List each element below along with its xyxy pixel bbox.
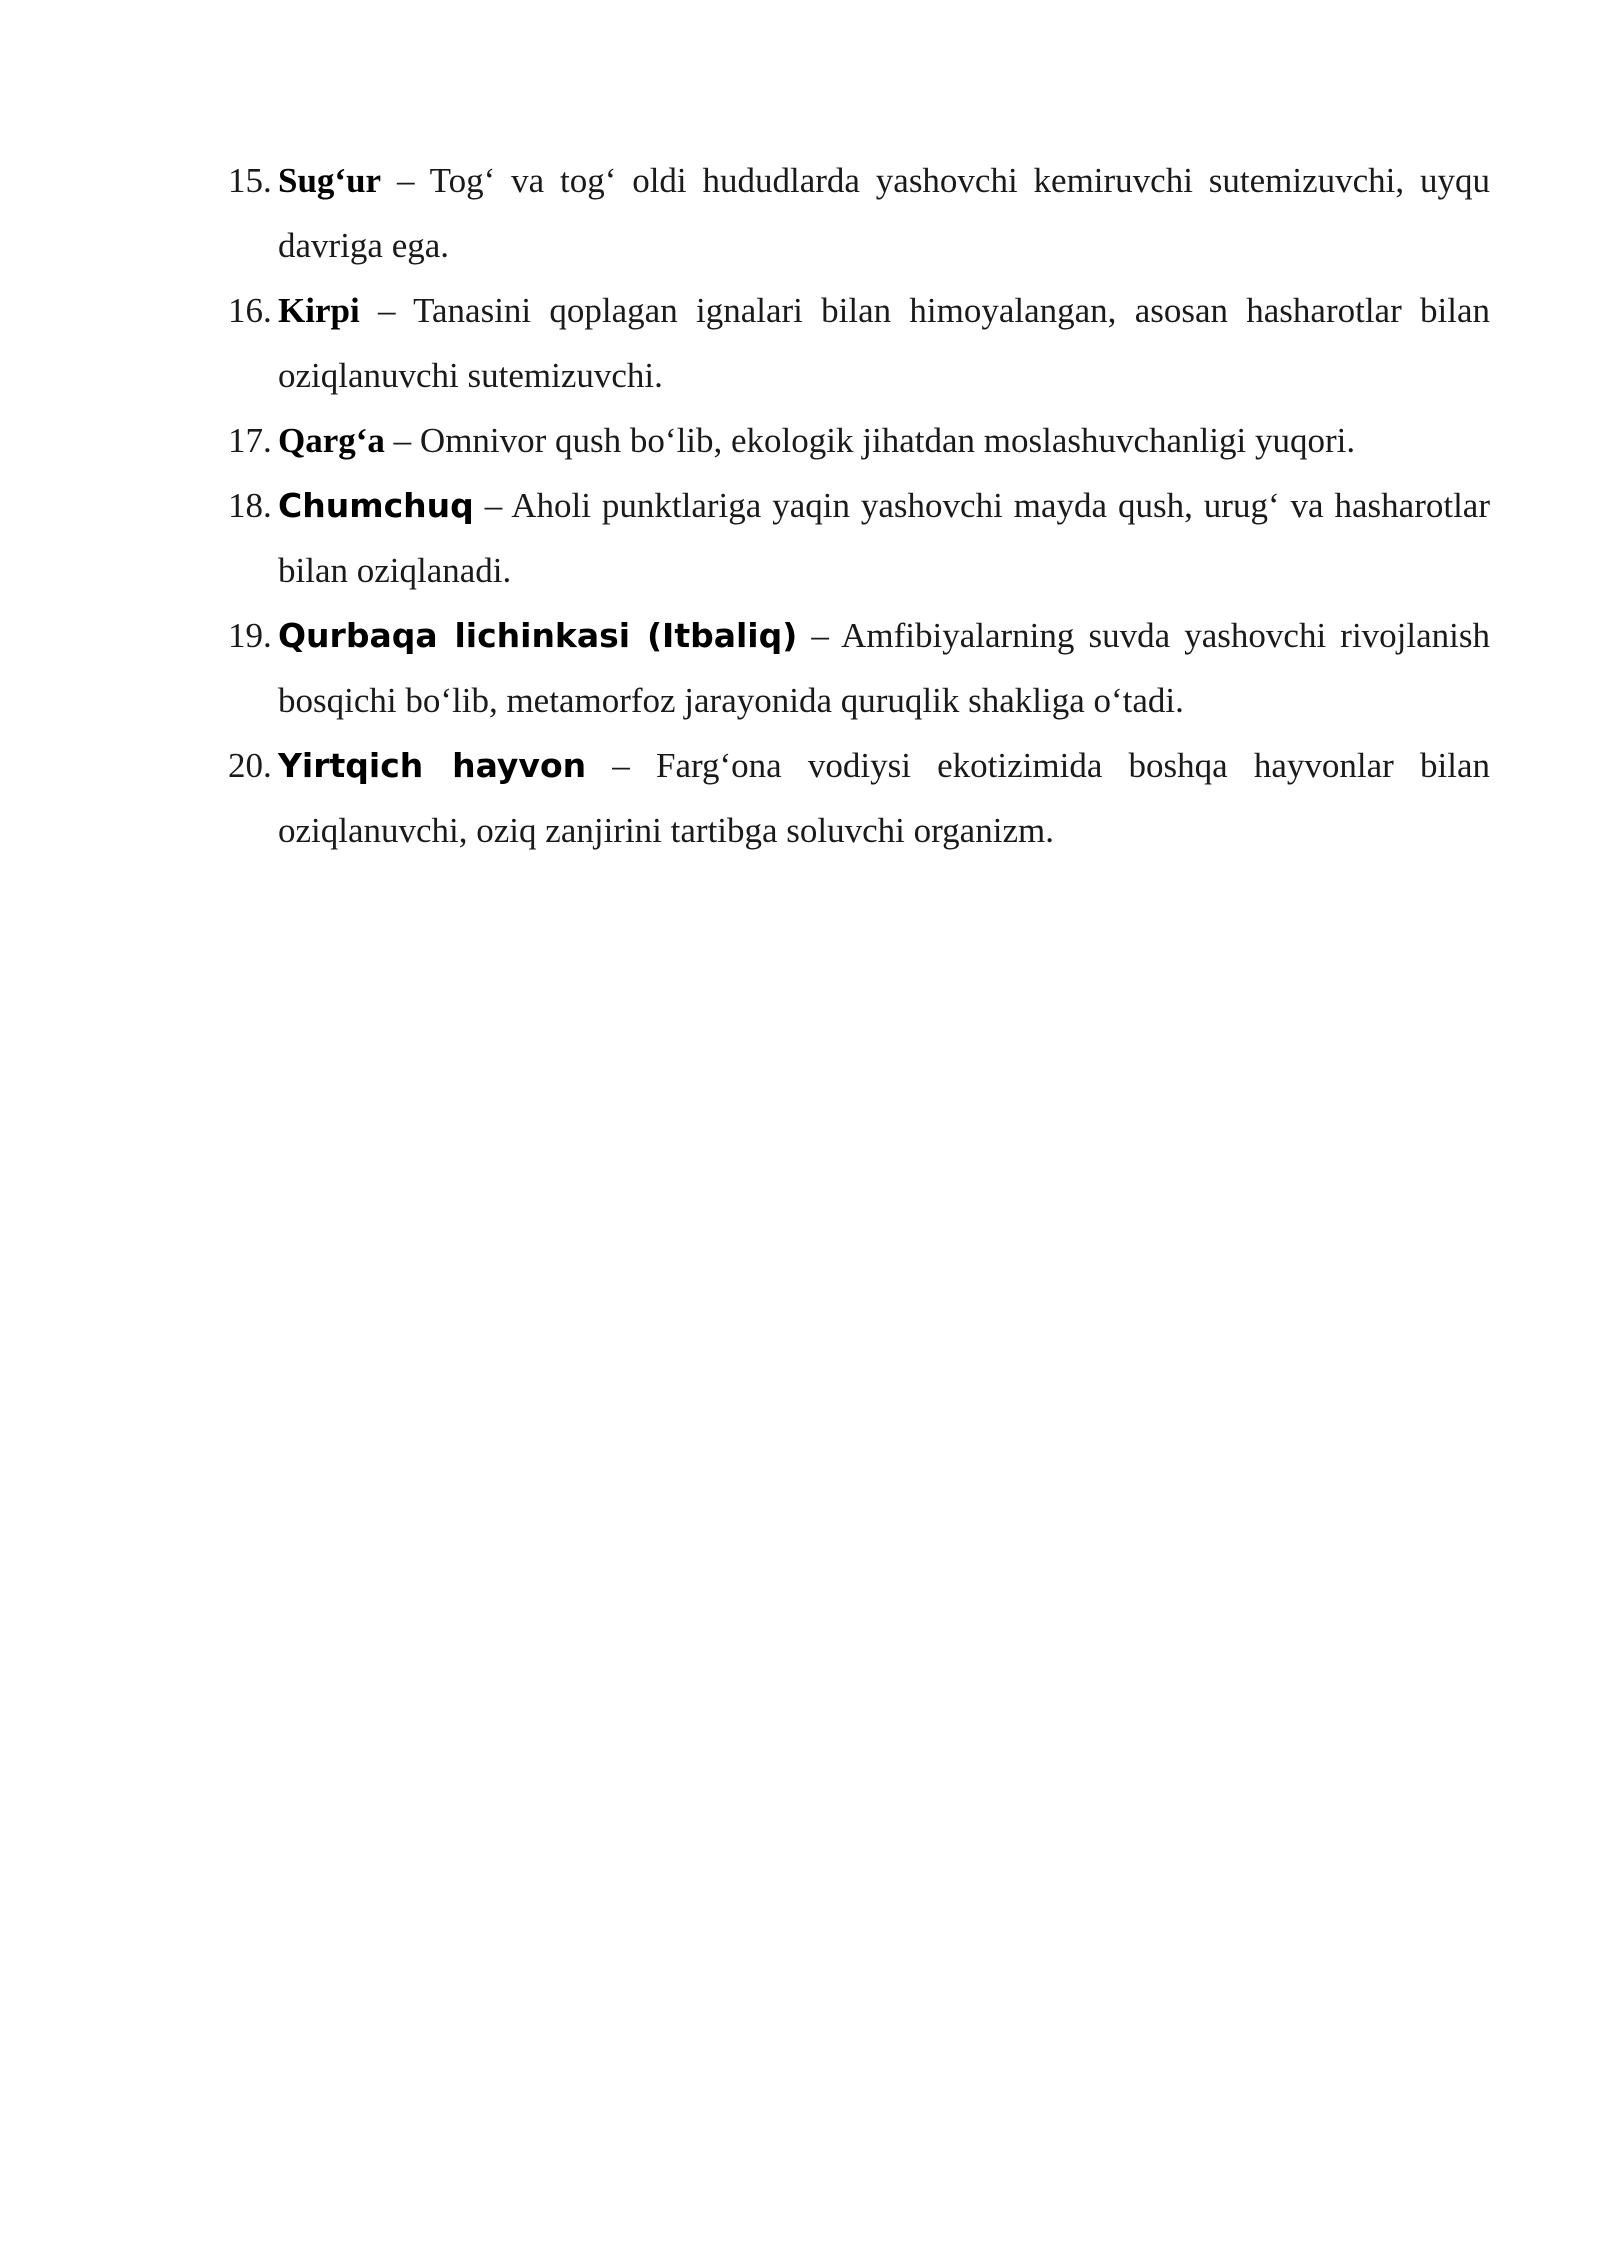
item-definition: – Farg‘ona vodiysi ekotizimida boshqa hayvonlar bilan oziqlanuvchi, oziq zanjirini tartibga soluvchi organizm.	[278, 746, 1491, 850]
item-term: Qurbaqa lichinkasi (Itbaliq)	[278, 616, 798, 655]
item-definition: – Amfibiyalarning suvda yashovchi rivojlanish bosqichi bo‘lib, metamorfoz jarayonida quruqlik shakliga o‘tadi.	[278, 616, 1490, 720]
list-item	[228, 473, 1490, 603]
list-item	[228, 278, 1490, 408]
item-term: Chumchuq	[278, 486, 474, 525]
item-number: 18.	[228, 486, 272, 525]
item-number: 17.	[228, 421, 272, 460]
item-definition: – Aholi punktlariga yaqin yashovchi mayda qush, urug‘ va hasharotlar bilan oziqlanadi.	[278, 486, 1490, 590]
item-number: 19.	[228, 616, 272, 655]
list-item	[228, 603, 1490, 733]
item-term: Sug‘ur	[278, 161, 382, 200]
item-term: Kirpi	[278, 291, 360, 330]
item-number: 16.	[228, 291, 272, 330]
list-item	[228, 148, 1490, 278]
item-definition: – Tog‘ va tog‘ oldi hududlarda yashovchi kemiruvchi sutemizuvchi, uyqu davriga ega.	[278, 161, 1490, 265]
list-item	[228, 408, 1490, 473]
item-definition: – Tanasini qoplagan ignalari bilan himoyalangan, asosan hasharotlar bilan oziqlanuvchi sutemizuvchi.	[278, 291, 1490, 395]
glossary-list	[228, 148, 1490, 863]
item-term: Qarg‘a	[278, 421, 385, 460]
item-definition: – Omnivor qush bo‘lib, ekologik jihatdan moslashuvchanligi yuqori.	[384, 421, 1356, 460]
item-term: Yirtqich hayvon	[278, 746, 587, 785]
list-item	[228, 733, 1490, 863]
item-number: 20.	[228, 746, 272, 785]
item-number: 15.	[228, 161, 272, 200]
